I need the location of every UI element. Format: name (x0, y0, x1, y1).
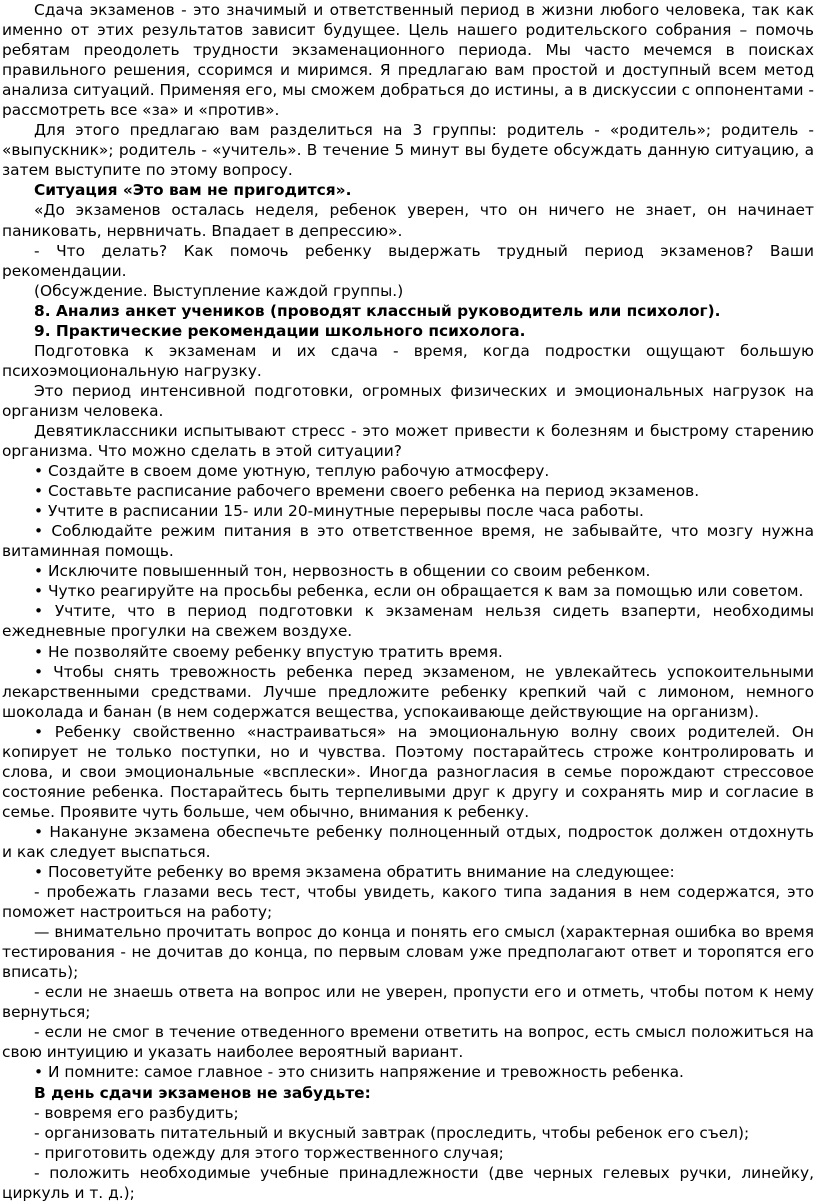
list-item: • Учтите, что в период подготовки к экзаменам нельзя сидеть взаперти, необходимы ежедневные прогулки на свежем воздухе. (2, 602, 814, 641)
list-item: • Составьте расписание рабочего времени своего ребенка на период экзаменов. (34, 482, 700, 501)
paragraph-discussion: (Обсуждение. Выступление каждой группы.) (34, 281, 404, 300)
paragraph-intro: Сдача экзаменов - это значимый и ответственный период в жизни любого человека, так как именно от этих результатов зависит будущее. Цель нашего родительского собрания – помочь ребятам преодолеть трудности экзаменационного периода. Мы часто мечемся в поисках правильного решения, ссоримся и миримся. Я предлагаю вам простой и доступный всем метод анализа ситуаций. Применяя его, мы сможем добраться до истины, а в дискуссии с оппонентами - рассмотреть все «за» и «против». (2, 1, 814, 120)
list-item: • Учтите в расписании 15- или 20-минутные перерывы после часа работы. (34, 502, 644, 521)
paragraph-question: - Что делать? Как помочь ребенку выдержать трудный период экзаменов? Ваши рекомендации. (2, 241, 814, 280)
list-item: • И помните: самое главное - это снизить напряжение и тревожность ребенка. (34, 1063, 684, 1082)
list-item: • Посоветуйте ребенку во время экзамена обратить внимание на следующее: (34, 863, 675, 882)
heading-psychologist-recommendations: 9. Практические рекомендации школьного психолога. (34, 321, 526, 340)
heading-survey-analysis: 8. Анализ анкет учеников (проводят классный руководитель или психолог). (34, 301, 721, 320)
list-item: • Создайте в своем доме уютную, теплую рабочую атмосферу. (34, 462, 550, 481)
paragraph-exam-load: Подготовка к экзаменам и их сдача - время, когда подростки ощущают большую психоэмоциональную нагрузку. (2, 341, 814, 380)
list-item: - если не смог в течение отведенного времени ответить на вопрос, есть смысл положиться на свою интуицию и указать наиболее вероятный вариант. (2, 1023, 814, 1062)
paragraph-stress: Девятиклассники испытывают стресс - это может привести к болезням и быстрому старению организма. Что можно сделать в этой ситуации? (2, 421, 814, 461)
list-item: - организовать питательный и вкусный завтрак (проследить, чтобы ребенок его съел); (34, 1123, 750, 1142)
list-item: • Чутко реагируйте на просьбы ребенка, если он обращается к вам за помощью или советом. (34, 582, 804, 601)
paragraph-situation-quote: «До экзаменов осталась неделя, ребенок уверен, что он ничего не знает, он начинает паниковать, нервничать. Впадает в депрессию». (2, 201, 814, 240)
list-item: • Чтобы снять тревожность ребенка перед экзаменом, не увлекайтесь успокоительными лекарственными средствами. Лучше предложите ребенку крепкий чай с лимоном, немного шоколада и банан (в нем содержатся вещества, успокаивающе действующие на организм). (2, 662, 814, 721)
list-item: • Накануне экзамена обеспечьте ребенку полноценный отдых, подросток должен отдохнуть и как следует выспаться. (2, 822, 814, 861)
paragraph-intensive-period: Это период интенсивной подготовки, огромных физических и эмоциональных нагрузок на организм человека. (2, 381, 814, 420)
list-item: • Ребенку свойственно «настраиваться» на эмоциональную волну своих родителей. Он копирует не только поступки, но и чувства. Поэтому постарайтесь строже контролировать и слова, и свои эмоциональные «всплески». Иногда разногласия в семье порождают стрессовое состояние ребенка. Постарайтесь быть терпеливыми друг к другу и сохранять мир и согласие в семье. Проявите чуть больше, чем обычно, внимания к ребенку. (2, 722, 814, 821)
list-item: - если не знаешь ответа на вопрос или не уверен, пропусти его и отметь, чтобы потом к нему вернуться; (2, 983, 814, 1022)
list-item: — внимательно прочитать вопрос до конца и понять его смысл (характерная ошибка во время тестирования - не дочитав до конца, по первым словам уже предполагают ответ и торопятся его вписать); (2, 923, 814, 982)
list-item: • Исключите повышенный тон, нервозность в общении со своим ребенком. (34, 562, 651, 581)
paragraph-groups: Для этого предлагаю вам разделиться на 3 группы: родитель - «родитель»; родитель - «выпускник»; родитель - «учитель». В течение 5 минут вы будете обсуждать данную ситуацию, а затем выступите по этому вопросу. (2, 121, 814, 180)
list-item: - приготовить одежду для этого торжественного случая; (34, 1143, 504, 1162)
heading-situation: Ситуация «Это вам не пригодится». (34, 181, 352, 200)
list-item: - вовремя его разбудить; (34, 1103, 239, 1122)
list-item: • Соблюдайте режим питания в это ответственное время, не забывайте, что мозгу нужна витаминная помощь. (2, 522, 814, 561)
list-item: • Не позволяйте своему ребенку впустую тратить время. (34, 642, 503, 661)
heading-exam-day: В день сдачи экзаменов не забудьте: (34, 1083, 371, 1102)
list-item: - пробежать глазами весь тест, чтобы увидеть, какого типа задания в нем содержатся, это поможет настроиться на работу; (2, 883, 814, 922)
list-item: - положить необходимые учебные принадлежности (две черных гелевых ручки, линейку, циркуль и т. д.); (2, 1163, 814, 1202)
